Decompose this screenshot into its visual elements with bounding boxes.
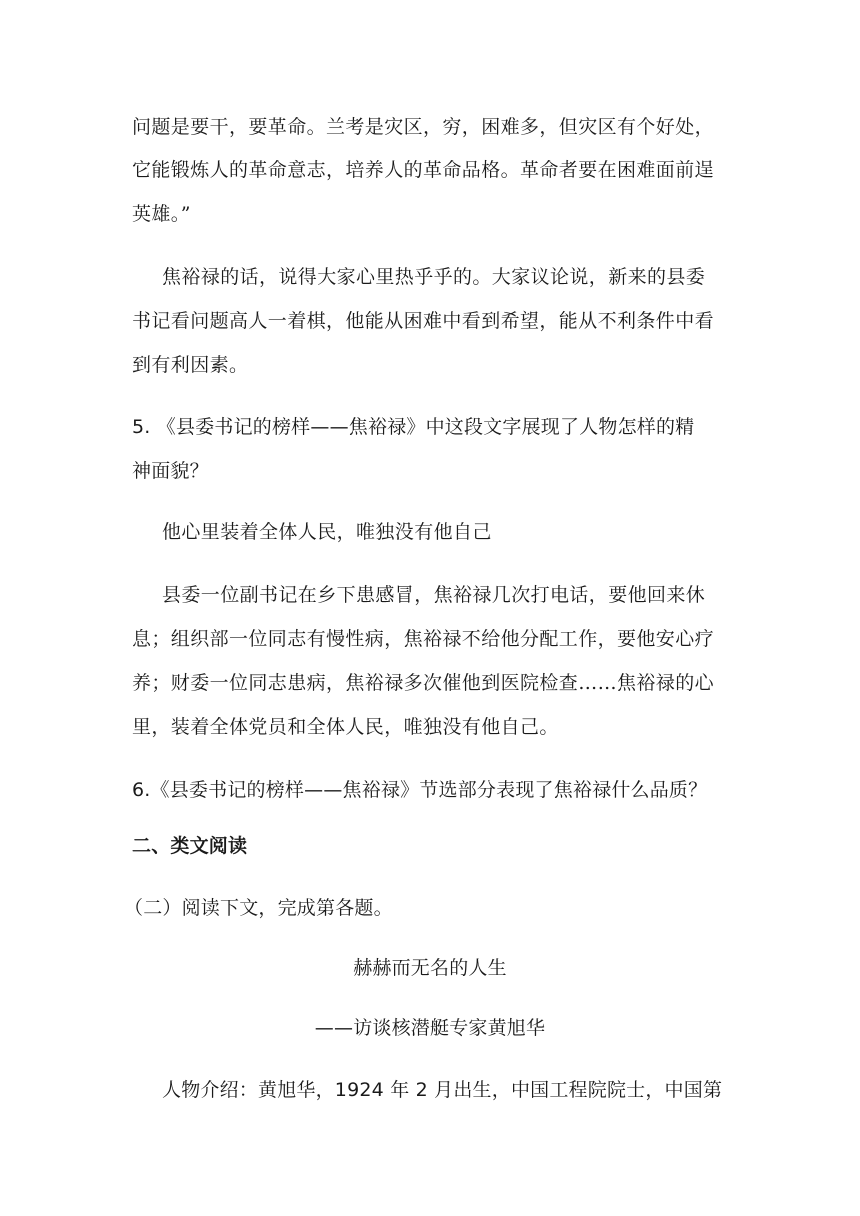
reading-instruction: （二）阅读下文，完成第各题。: [124, 897, 393, 919]
passage1-line-5: 书记看问题高人一着棋，他能从困难中看到希望，能从不利条件中看: [132, 310, 715, 332]
section-title: 二、类文阅读: [132, 835, 248, 857]
article-subtitle: ——访谈核潜艇专家黄旭华: [314, 1017, 546, 1039]
passage2-heading: 他心里装着全体人民，唯独没有他自己: [162, 521, 492, 543]
question5-line-2: 神面貌？: [132, 460, 209, 482]
article-intro: 人物介绍：黄旭华，1924 年 2 月出生，中国工程院院士，中国第: [162, 1079, 723, 1101]
passage1-line-4: 焦裕禄的话，说得大家心里热乎乎的。大家议论说，新来的县委: [162, 266, 706, 288]
passage1-line-3: 英雄。”: [132, 203, 191, 225]
passage2-line-4: 里，装着全体党员和全体人民，唯独没有他自己。: [132, 716, 559, 738]
passage2-line-3: 养；财委一位同志患病，焦裕禄多次催他到医院检查……焦裕禄的心: [132, 672, 715, 694]
passage2-line-1: 县委一位副书记在乡下患感冒，焦裕禄几次打电话，要他回来休: [162, 584, 706, 606]
question5-line-1: 5. 《县委书记的榜样——焦裕禄》中这段文字展现了人物怎样的精: [132, 416, 695, 438]
passage1-line-2: 它能锻炼人的革命意志，培养人的革命品格。革命者要在困难面前逞: [132, 159, 715, 181]
passage2-line-2: 息；组织部一位同志有慢性病，焦裕禄不给他分配工作，要他安心疗: [132, 628, 715, 650]
passage1-line-6: 到有利因素。: [132, 354, 249, 376]
question6: 6.《县委书记的榜样——焦裕禄》节选部分表现了焦裕禄什么品质？: [132, 779, 708, 801]
article-title: 赫赫而无名的人生: [353, 957, 507, 979]
passage1-line-1: 问题是要干，要革命。兰考是灾区，穷，困难多，但灾区有个好处，: [132, 116, 715, 138]
